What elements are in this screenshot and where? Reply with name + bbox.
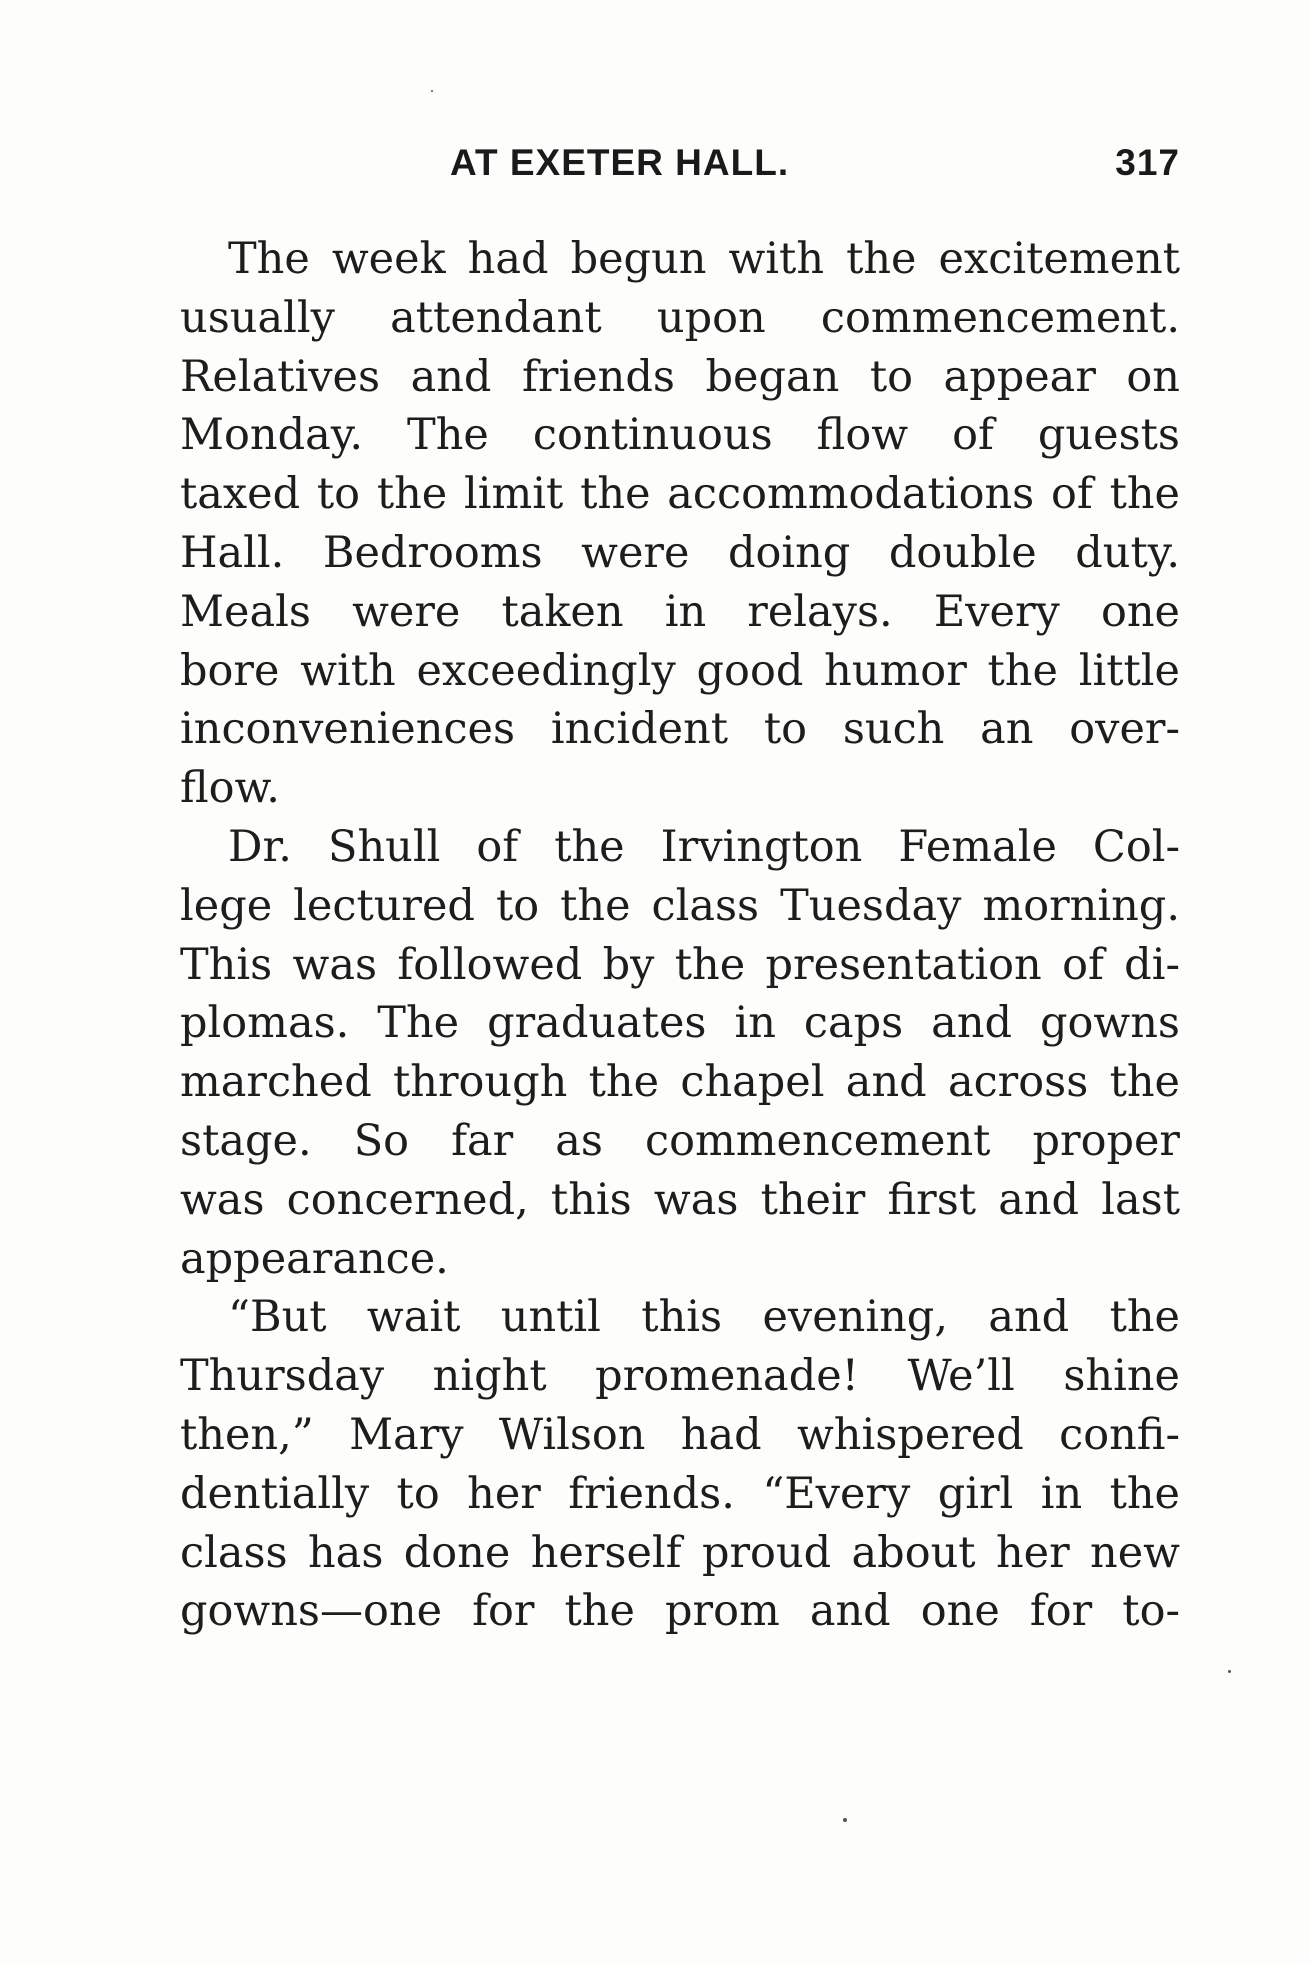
text-line: marched through the chapel and across the xyxy=(180,1057,1180,1108)
text-line: appearance. xyxy=(180,1233,449,1284)
text-line: Hall. Bedrooms were doing double duty. xyxy=(180,527,1180,578)
text-line: This was followed by the presentation of di- xyxy=(180,939,1180,990)
scan-speck xyxy=(843,1818,847,1822)
text-line: flow. xyxy=(180,763,280,814)
text-line: stage. So far as commencement proper xyxy=(180,1115,1180,1166)
text-line: Dr. Shull of the Irvington Female Col- xyxy=(228,821,1180,872)
text-line: “But wait until this evening, and the xyxy=(228,1292,1180,1343)
page-number: 317 xyxy=(1115,142,1180,183)
text-line: inconveniences incident to such an over- xyxy=(180,704,1180,755)
text-line: plomas. The graduates in caps and gowns xyxy=(180,998,1180,1049)
body-text xyxy=(180,230,1180,1641)
text-line: dentially to her friends. “Every girl in the xyxy=(180,1468,1180,1519)
text-line: The week had begun with the excitement xyxy=(228,234,1180,284)
text-line: Monday. The continuous flow of guests xyxy=(180,410,1180,461)
text-line: class has done herself proud about her new xyxy=(180,1527,1180,1578)
text-line: lege lectured to the class Tuesday morning. xyxy=(180,880,1180,931)
text-line: Meals were taken in relays. Every one xyxy=(180,586,1180,637)
text-line: usually attendant upon commencement. xyxy=(180,292,1180,343)
running-title: AT EXETER HALL. xyxy=(450,142,790,183)
text-line: taxed to the limit the accommodations of the xyxy=(180,469,1180,520)
text-line: Relatives and friends began to appear on xyxy=(180,351,1180,402)
running-head xyxy=(180,142,1180,202)
text-line: was concerned, this was their first and last xyxy=(180,1174,1180,1225)
scan-speck xyxy=(431,90,433,92)
text-line: bore with exceedingly good humor the little xyxy=(180,645,1180,696)
text-line: gowns—one for the prom and one for to- xyxy=(180,1586,1180,1637)
scan-speck xyxy=(1228,1670,1231,1673)
text-line: Thursday night promenade! We’ll shine xyxy=(180,1351,1180,1402)
text-line: then,” Mary Wilson had whispered confi- xyxy=(180,1409,1180,1460)
